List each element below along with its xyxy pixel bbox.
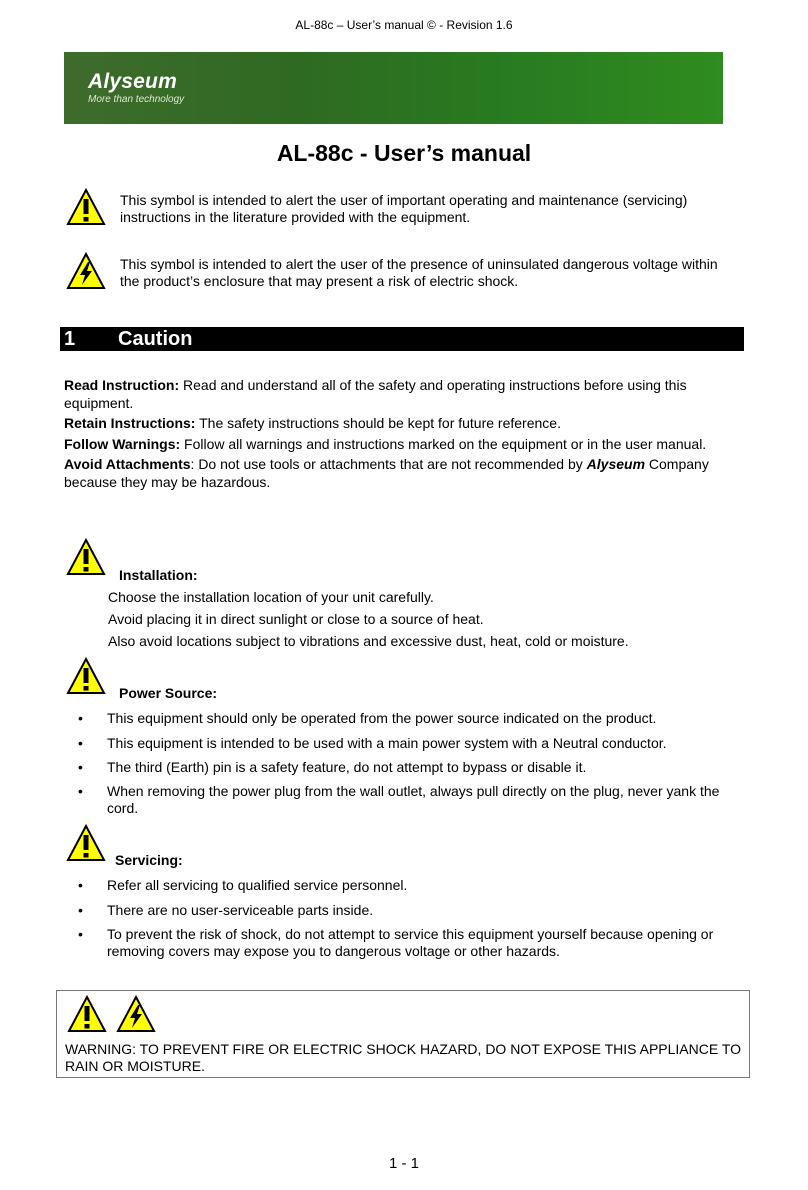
document-title: AL-88c - User’s manual: [276, 140, 532, 166]
instruction-avoid: [64, 456, 744, 491]
electric-shock-triangle-icon: [116, 995, 156, 1033]
installation-line: Also avoid locations subject to vibrations and excessive dust, heat, cold or moisture.: [108, 633, 629, 649]
list-item-text: The third (Earth) pin is a safety feature, do not attempt to bypass or disable it.: [107, 759, 587, 775]
list-item-text: When removing the power plug from the wall outlet, always pull directly on the plug, never yank the cord.: [107, 783, 720, 816]
bullet: •: [78, 877, 83, 893]
bullet: •: [78, 902, 83, 918]
section-title: Caution: [118, 328, 193, 350]
warning-triangle-icon: [67, 995, 107, 1033]
power-source-heading: Power Source:: [119, 685, 218, 701]
list-item-text: Refer all servicing to qualified service personnel.: [107, 877, 408, 893]
servicing-heading: Servicing:: [115, 852, 183, 868]
caution-instructions: [64, 377, 744, 494]
section-number: 1: [64, 328, 76, 350]
brand-banner: [64, 52, 723, 124]
instruction-text: : Do not use tools or attachments that are not recommended by: [190, 456, 587, 472]
running-header: AL-88c – User’s manual © - Revision 1.6: [295, 18, 513, 32]
list-item-text: This equipment should only be operated from the power source indicated on the product.: [107, 710, 657, 726]
bullet: •: [78, 735, 83, 751]
warning-triangle-icon: [66, 824, 106, 862]
instruction-label: Follow Warnings:: [64, 435, 181, 452]
brand-logo-text: Alyseum: [88, 70, 177, 93]
instruction-text: The safety instructions should be kept for future reference.: [195, 415, 561, 431]
warning-box: [56, 990, 750, 1078]
list-item-text: There are no user-serviceable parts inside.: [107, 902, 374, 918]
instruction-label: Retain Instructions:: [64, 415, 196, 431]
bullet: •: [78, 926, 83, 942]
instruction-label: Read Instruction:: [64, 377, 180, 393]
instruction-follow: [64, 436, 744, 454]
warning-triangle-icon: [66, 188, 106, 226]
brand-tagline: More than technology: [88, 94, 185, 105]
bullet: •: [78, 710, 83, 726]
section-heading-bar: [60, 327, 744, 351]
bullet: •: [78, 783, 83, 799]
installation-line: Choose the installation location of your unit carefully.: [108, 589, 434, 605]
instruction-text: Follow all warnings and instructions marked on the equipment or in the user manual.: [180, 435, 707, 452]
page-number: 1 - 1: [388, 1155, 419, 1172]
instruction-text: Company because they may be hazardous.: [64, 456, 709, 490]
instruction-retain: [64, 415, 744, 433]
instruction-label: Avoid Attachments: [64, 456, 191, 472]
symbol-shock-text: This symbol is intended to alert the user of the presence of uninsulated dangerous voltage within the product’s enclosure that may present a risk of electric shock.: [120, 256, 718, 289]
brand-emphasis: Alyseum: [586, 456, 646, 472]
warning-text: WARNING: TO PREVENT FIRE OR ELECTRIC SHOCK HAZARD, DO NOT EXPOSE THIS APPLIANCE TO RAIN OR MOISTURE.: [65, 1041, 742, 1074]
instruction-read: [64, 377, 744, 412]
instruction-text: Read and understand all of the safety and operating instructions before using this equipment.: [64, 377, 687, 411]
bullet: •: [78, 759, 83, 775]
list-item-text: To prevent the risk of shock, do not attempt to service this equipment yourself because opening or removing covers may expose you to dangerous voltage or other hazards.: [107, 926, 714, 959]
installation-line: Avoid placing it in direct sunlight or close to a source of heat.: [108, 611, 484, 627]
electric-shock-triangle-icon: [66, 252, 106, 290]
symbol-caution-text: This symbol is intended to alert the user of important operating and maintenance (servicing) instructions in the literature provided with the equipment.: [120, 192, 688, 225]
installation-heading: Installation:: [119, 567, 198, 583]
list-item-text: This equipment is intended to be used with a main power system with a Neutral conductor.: [107, 735, 667, 751]
warning-triangle-icon: [66, 657, 106, 695]
warning-triangle-icon: [66, 538, 106, 576]
